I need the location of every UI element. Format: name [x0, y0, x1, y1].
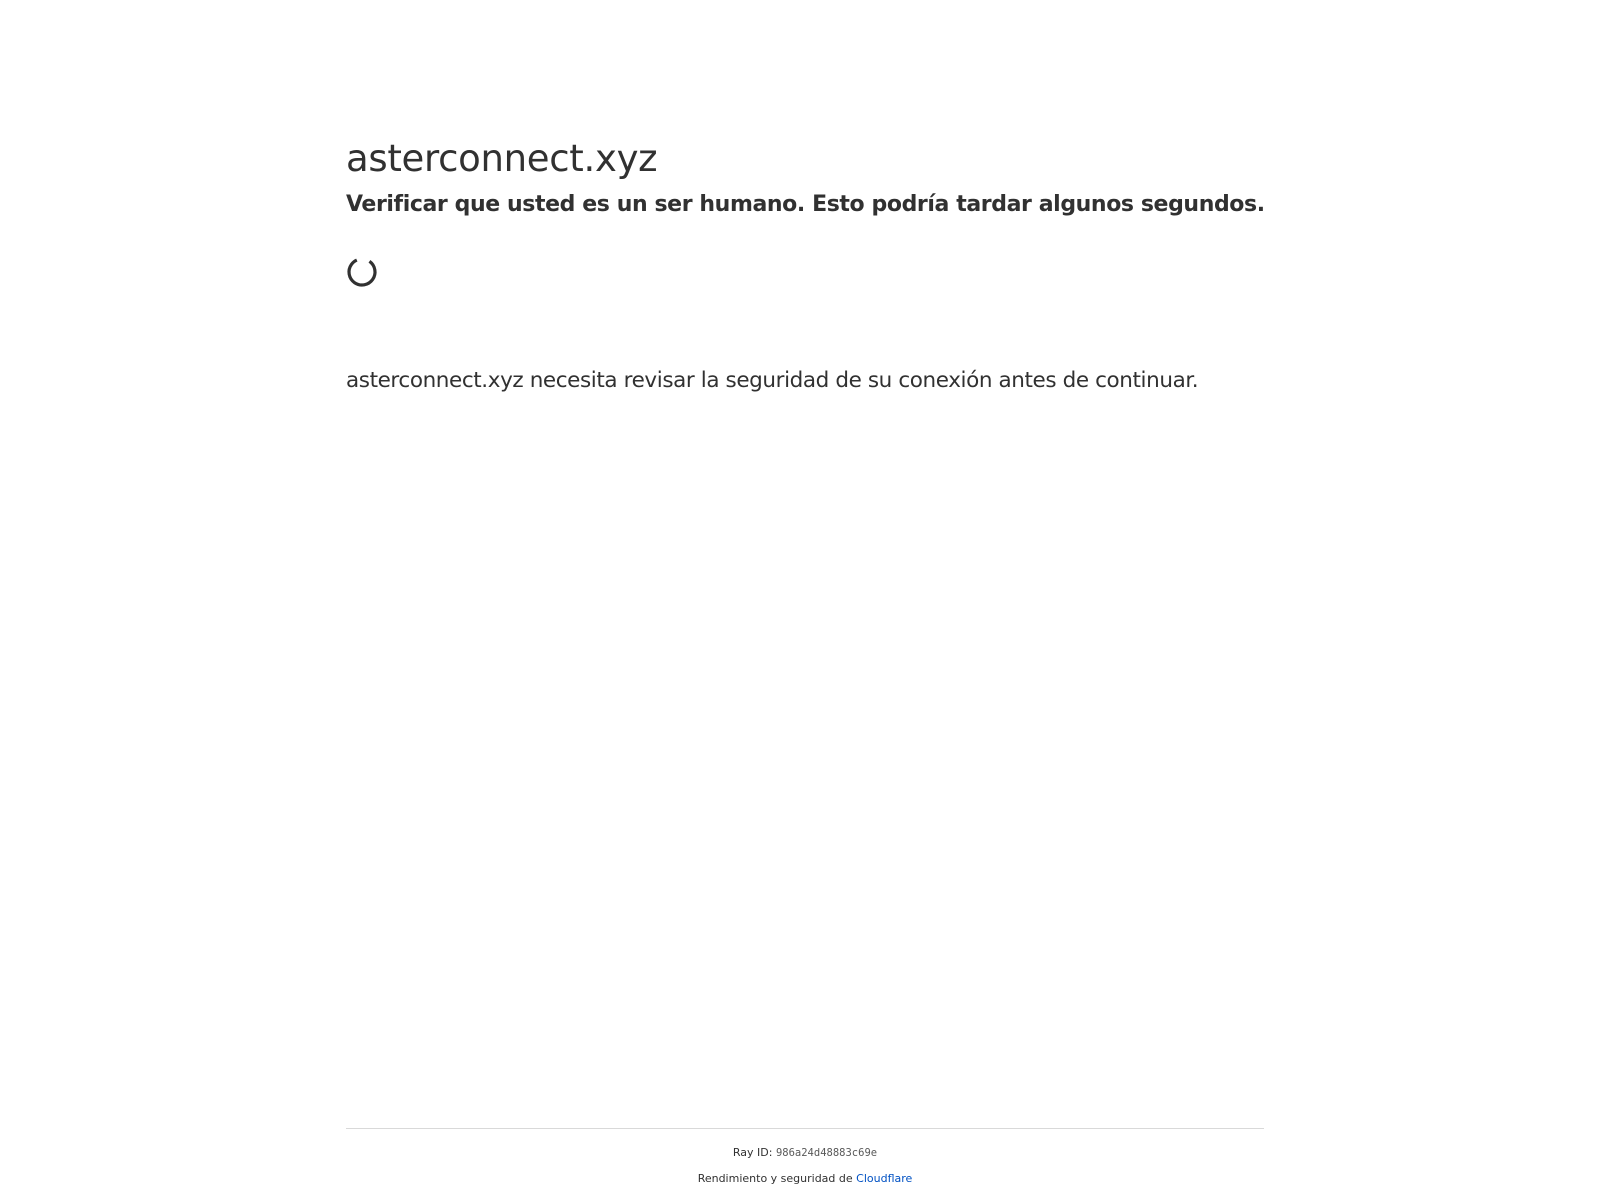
ray-id-label: Ray ID:: [732, 1146, 773, 1159]
ray-id-value: 986a24d48883c69e: [775, 1147, 878, 1159]
loading-spinner-icon: [346, 256, 378, 288]
site-title: asterconnect.xyz: [346, 137, 658, 180]
security-check-message: asterconnect.xyz necesita revisar la seguridad de su conexión antes de continuar.: [346, 368, 1199, 393]
cloudflare-link[interactable]: Cloudflare: [856, 1172, 913, 1185]
ray-id-row: [346, 1146, 1264, 1160]
spinner-icon: [346, 256, 378, 288]
performance-text: Rendimiento y seguridad de: [697, 1172, 853, 1185]
performance-row: [346, 1172, 1264, 1186]
main-content: [346, 130, 1264, 398]
verification-subtitle: Verificar que usted es un ser humano. Esto podría tardar algunos segundos.: [346, 192, 1265, 217]
footer: [346, 1128, 1264, 1186]
